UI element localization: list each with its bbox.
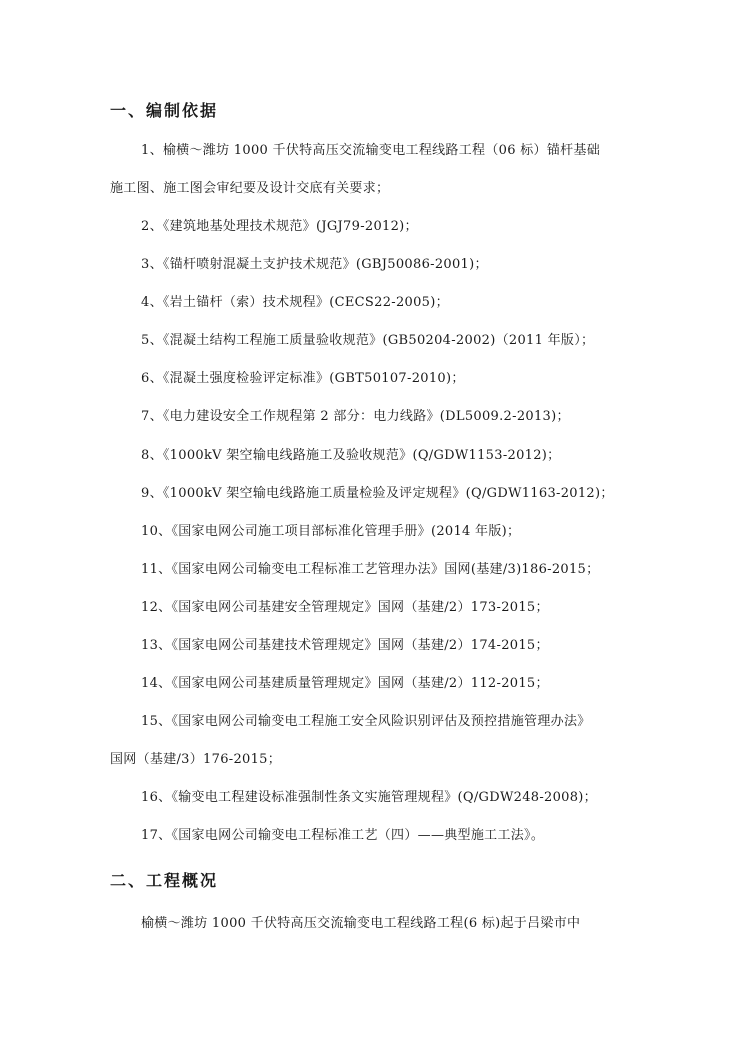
list-item: 17、《国家电网公司输变电工程标准工艺（四）——典型施工工法》。 (141, 828, 545, 843)
list-item: 12、《国家电网公司基建安全管理规定》国网（基建/2）173-2015； (141, 600, 549, 615)
paragraph-line: 榆横～潍坊 1000 千伏特高压交流输变电工程线路工程(6 标)起于吕梁市中 (141, 916, 581, 931)
list-item: 3、《锚杆喷射混凝土支护技术规范》(GBJ50086-2001)； (141, 257, 488, 272)
list-item: 13、《国家电网公司基建技术管理规定》国网（基建/2）174-2015； (141, 638, 549, 653)
section-heading-basis: 一、编制依据 (110, 101, 219, 120)
list-item: 15、《国家电网公司输变电工程施工安全风险识别评估及预控措施管理办法》 (141, 714, 591, 729)
list-item: 5、《混凝土结构工程施工质量验收规范》(GB50204-2002)（2011 年版）； (141, 333, 595, 348)
paragraph-line: 1、榆横～潍坊 1000 千伏特高压交流输变电工程线路工程（06 标）锚杆基础 (141, 143, 600, 158)
list-item: 8、《1000kV 架空输电线路施工及验收规范》(Q/GDW1153-2012)； (141, 448, 561, 463)
list-item: 6、《混凝土强度检验评定标准》(GBT50107-2010)； (141, 371, 465, 386)
paragraph-line: 施工图、施工图会审纪要及设计交底有关要求； (110, 181, 390, 196)
list-item: 4、《岩土锚杆（索）技术规程》(CECS22-2005)； (141, 295, 449, 310)
list-item: 14、《国家电网公司基建质量管理规定》国网（基建/2）112-2015； (141, 676, 549, 691)
list-item-continuation: 国网（基建/3）176-2015； (110, 752, 282, 767)
list-item: 11、《国家电网公司输变电工程标准工艺管理办法》国网(基建/3)186-2015； (141, 562, 600, 577)
list-item: 2、《建筑地基处理技术规范》(JGJ79-2012)； (141, 219, 418, 234)
list-item: 10、《国家电网公司施工项目部标准化管理手册》(2014 年版)； (141, 524, 521, 539)
list-item: 16、《输变电工程建设标准强制性条文实施管理规程》(Q/GDW248-2008)； (141, 790, 597, 805)
list-item: 7、《电力建设安全工作规程第 2 部分：电力线路》(DL5009.2-2013)； (141, 409, 570, 424)
list-item: 9、《1000kV 架空输电线路施工质量检验及评定规程》(Q/GDW1163-2012)； (141, 486, 614, 501)
section-heading-overview: 二、工程概况 (110, 871, 219, 890)
